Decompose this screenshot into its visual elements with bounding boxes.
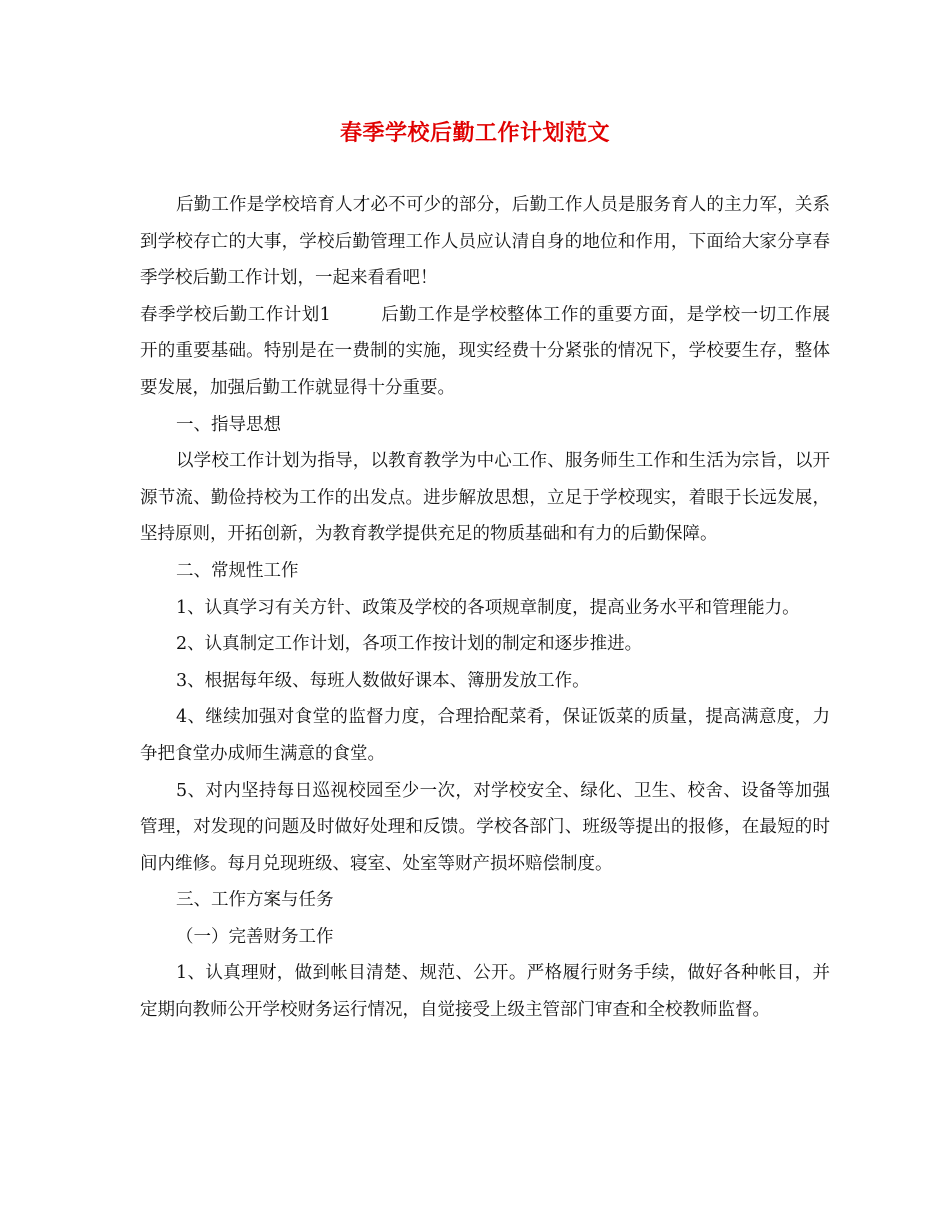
document-title: 春季学校后勤工作计划范文 bbox=[339, 121, 610, 146]
routine-work-item-5: 5、对内坚持每日巡视校园至少一次，对学校安全、绿化、卫生、校舍、设备等加强管理，对发现的问题及时做好处理和反馈。学校各部门、班级等提出的报修，在最短的时间内维修。每月兑现班级、寝室、处室等财产损坏赔偿制度。 bbox=[140, 780, 830, 874]
plan-intro-text: 后勤工作是学校整体工作的重要方面，是学校一切工作展开的重要基础。特别是在一费制的实施，现实经费十分紧张的情况下，学校要生存，整体要发展，加强后勤工作就显得十分重要。 bbox=[140, 304, 830, 398]
routine-work-item-2: 2、认真制定工作计划，各项工作按计划的制定和逐步推进。 bbox=[176, 634, 643, 655]
routine-work-item-1: 1、认真学习有关方针、政策及学校的各项规章制度，提高业务水平和管理能力。 bbox=[176, 597, 800, 618]
routine-work-item-3: 3、根据每年级、每班人数做好课本、簿册发放工作。 bbox=[176, 670, 590, 691]
section-heading-guiding-thought: 一、指导思想 bbox=[176, 414, 281, 435]
section-heading-work-plan: 三、工作方案与任务 bbox=[176, 890, 334, 911]
subsection-heading-finance: （一）完善财务工作 bbox=[176, 926, 334, 947]
guiding-thought-paragraph: 以学校工作计划为指导，以教育教学为中心工作、服务师生工作和生活为宗旨，以开源节流、勤俭持校为工作的出发点。进步解放思想，立足于学校现实，着眼于长远发展，坚持原则，开拓创新，为教育教学提供充足的物质基础和有力的后勤保障。 bbox=[140, 451, 830, 545]
section-heading-routine-work: 二、常规性工作 bbox=[176, 560, 299, 581]
routine-work-item-4: 4、继续加强对食堂的监督力度，合理拾配菜肴，保证饭菜的质量，提高满意度，力争把食堂办成师生满意的食堂。 bbox=[140, 707, 830, 764]
finance-item-1: 1、认真理财，做到帐目清楚、规范、公开。严格履行财务手续，做好各种帐目，并定期向教师公开学校财务运行情况，自觉接受上级主管部门审查和全校教师监督。 bbox=[140, 963, 830, 1021]
plan-heading: 春季学校后勤工作计划1 bbox=[140, 304, 331, 325]
plan-paragraph bbox=[140, 297, 830, 407]
intro-paragraph: 后勤工作是学校培育人才必不可少的部分，后勤工作人员是服务育人的主力军，关系到学校存亡的大事，学校后勤管理工作人员应认清自身的地位和作用，下面给大家分享春季学校后勤工作计划，一起来看看吧！ bbox=[140, 195, 830, 289]
document-body bbox=[140, 187, 830, 1029]
